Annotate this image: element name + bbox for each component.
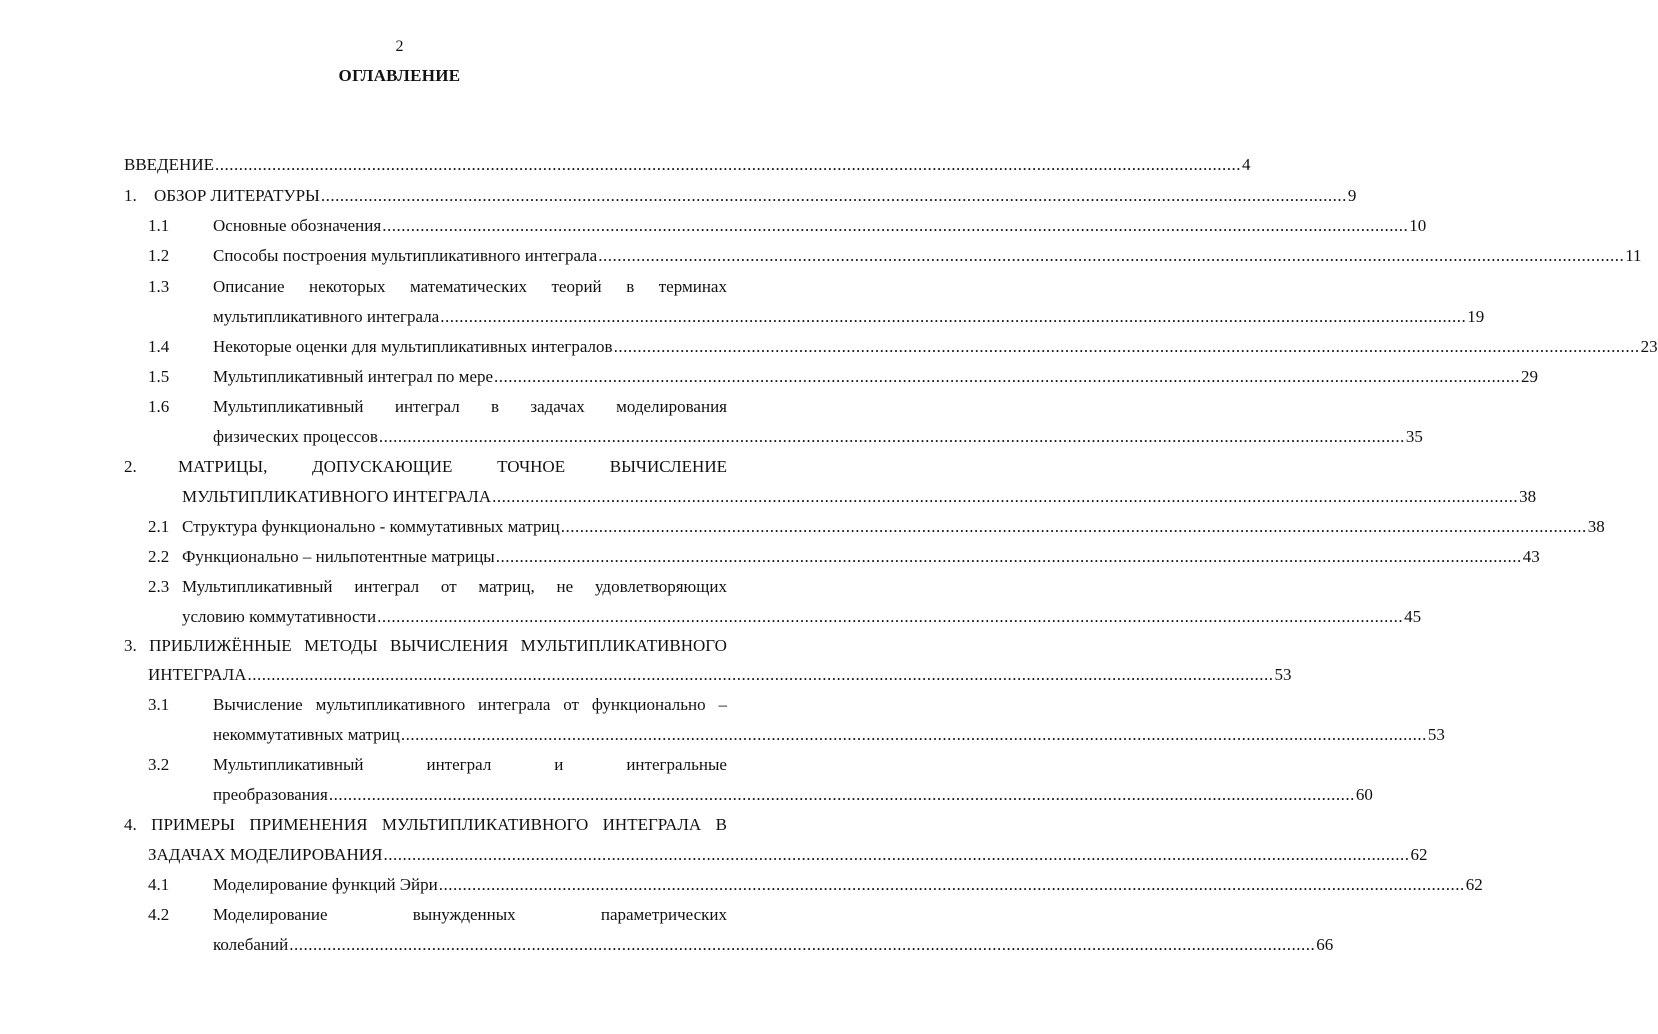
toc-word: ИНТЕГРАЛА [602, 815, 702, 834]
toc-page: 60 [1355, 785, 1373, 804]
toc-label: МУЛЬТИПЛИКАТИВНОГО ИНТЕГРАЛА [182, 487, 492, 506]
toc-label: ИНТЕГРАЛА [148, 665, 247, 684]
toc-entry-4-1[interactable] [213, 875, 1483, 896]
toc-page: 53 [1427, 725, 1445, 744]
toc-entry-1-4[interactable] [213, 337, 1658, 358]
page-title: ОГЛАВЛЕНИЕ [338, 66, 461, 85]
toc-word: МУЛЬТИПЛИКАТИВНОГО [520, 636, 727, 655]
toc-word: от [563, 695, 579, 714]
toc-page: 38 [1587, 517, 1605, 536]
toc-number: 1.3 [148, 277, 170, 296]
toc-word: интеграл [426, 755, 492, 774]
toc-entry-3-1-line2[interactable] [213, 725, 1445, 746]
toc-entry-1-6-line1[interactable] [213, 398, 727, 418]
toc-entry-3-2-line2[interactable] [213, 785, 1373, 806]
toc-entry-2-1[interactable] [182, 517, 1605, 538]
toc-label: Мультипликативный интеграл по мере [213, 367, 494, 386]
leader-dots [382, 217, 1408, 234]
leader-dots [379, 428, 1405, 445]
toc-word: ПРИМЕРЫ [151, 815, 235, 834]
toc-label: Способы построения мультипликативного интеграла [213, 246, 598, 265]
toc-word: Моделирование [213, 905, 328, 924]
toc-label: Функционально – нильпотентные матрицы [182, 547, 495, 566]
toc-word: вынужденных [412, 905, 516, 924]
toc-page: 62 [1465, 875, 1483, 894]
toc-label: некоммутативных матриц [213, 725, 400, 744]
toc-word: МУЛЬТИПЛИКАТИВНОГО [381, 815, 589, 834]
leader-dots [496, 548, 1522, 565]
toc-word: ВЫЧИСЛЕНИЕ [609, 457, 727, 476]
page-number: 2 [395, 38, 404, 55]
toc-number: 1.6 [148, 397, 170, 416]
toc-entry-2-3-line2[interactable] [182, 607, 1422, 628]
toc-word: математических [410, 277, 527, 296]
toc-label: ЗАДАЧАХ МОДЕЛИРОВАНИЯ [148, 845, 383, 864]
toc-page: 23 [1640, 337, 1658, 356]
toc-word: от [440, 577, 457, 596]
toc-number: 3.2 [148, 755, 170, 774]
toc-word: Вычисление [213, 695, 303, 714]
toc-number: 2.1 [148, 517, 170, 536]
toc-entry-1-5[interactable] [213, 367, 1539, 388]
toc-entry-ch3-line2[interactable] [148, 665, 1292, 686]
toc-number: 1.5 [148, 367, 170, 386]
toc-label: Некоторые оценки для мультипликативных интегралов [213, 337, 613, 356]
toc-word: МЕТОДЫ [304, 636, 378, 655]
toc-word: не [556, 577, 574, 596]
toc-word: ВЫЧИСЛЕНИЯ [389, 636, 509, 655]
toc-word: в [626, 277, 635, 296]
toc-number: 1.4 [148, 337, 170, 356]
toc-entry-ch4-line2[interactable] [148, 845, 1428, 866]
leader-dots [248, 666, 1274, 683]
toc-label: Структура функционально - коммутативных матриц [182, 517, 560, 536]
toc-word: некоторых [309, 277, 386, 296]
toc-word: Мультипликативный [213, 397, 364, 416]
toc-word: в [491, 397, 500, 416]
toc-number: 2. [124, 457, 137, 476]
toc-word: удовлетворяющих [594, 577, 727, 596]
toc-entry-ch2-line2[interactable] [182, 487, 1537, 508]
leader-dots [383, 846, 1409, 863]
toc-page: 38 [1519, 487, 1537, 506]
toc-page: 35 [1405, 427, 1423, 446]
toc-entry-1-3-line2[interactable] [213, 307, 1485, 328]
toc-number: 2.3 [148, 577, 170, 596]
toc-word: Мультипликативный [213, 755, 364, 774]
toc-number: 4.1 [148, 875, 170, 894]
leader-dots [614, 338, 1640, 355]
leader-dots [561, 518, 1587, 535]
toc-number: 1. [124, 186, 137, 205]
toc-number: 4.2 [148, 905, 170, 924]
toc-label: мультипликативного интеграла [213, 307, 440, 326]
toc-word: интеграл [354, 577, 420, 596]
toc-page: 10 [1409, 216, 1427, 235]
leader-dots [321, 187, 1347, 204]
toc-word: матриц, [478, 577, 535, 596]
toc-word: – [718, 695, 727, 714]
toc-label: условию коммутативности [182, 607, 377, 626]
toc-word: МАТРИЦЫ, [178, 457, 268, 476]
leader-dots [215, 156, 1241, 173]
toc-word: ДОПУСКАЮЩИЕ [312, 457, 453, 476]
toc-label: Моделирование функций Эйри [213, 875, 438, 894]
toc-label: ВВЕДЕНИЕ [124, 155, 214, 174]
toc-word: Мультипликативный [182, 577, 333, 596]
leader-dots [377, 608, 1403, 625]
toc-word: функционально [591, 695, 706, 714]
toc-page: 19 [1467, 307, 1485, 326]
toc-word: Описание [213, 277, 285, 296]
toc-word: и [554, 755, 564, 774]
toc-word: интегральные [626, 755, 727, 774]
toc-entry-4-2-line1[interactable] [213, 906, 727, 926]
toc-word: интеграл [394, 397, 460, 416]
toc-page: 43 [1522, 547, 1540, 566]
toc-entry-2-3-line1[interactable] [182, 578, 727, 598]
leader-dots [494, 368, 1520, 385]
toc-word: моделирования [616, 397, 727, 416]
toc-entry-1-2[interactable] [213, 246, 1642, 267]
toc-page: 45 [1404, 607, 1422, 626]
toc-label: Основные обозначения [213, 216, 382, 235]
toc-word: ПРИБЛИЖЁННЫЕ [149, 636, 292, 655]
toc-entry-ch3-line1[interactable] [124, 637, 727, 657]
toc-entry-3-2-line1[interactable] [213, 756, 727, 776]
toc-page: 4 [1241, 155, 1251, 174]
toc-word: параметрических [600, 905, 727, 924]
toc-number: 1.2 [148, 246, 170, 265]
toc-word: интеграла [478, 695, 551, 714]
leader-dots [439, 876, 1465, 893]
toc-page: 11 [1625, 246, 1642, 265]
leader-dots [401, 726, 1427, 743]
toc-number: 3.1 [148, 695, 170, 714]
leader-dots [492, 488, 1518, 505]
toc-page: 9 [1347, 186, 1357, 205]
toc-word: терминах [658, 277, 727, 296]
toc-number: 2.2 [148, 547, 170, 566]
toc-entry-ch2-line1[interactable] [178, 458, 727, 478]
toc-entry-2-2[interactable] [182, 547, 1540, 568]
toc-entry-1-3-line1[interactable] [213, 278, 727, 298]
toc-page: 66 [1316, 935, 1334, 954]
toc-word: задачах [530, 397, 585, 416]
toc-page: 62 [1410, 845, 1428, 864]
toc-entry-1-1[interactable] [213, 216, 1427, 237]
toc-entry-3-1-line1[interactable] [213, 696, 727, 716]
leader-dots [598, 247, 1624, 264]
leader-dots [329, 786, 1355, 803]
leader-dots [289, 936, 1315, 953]
toc-word: мультипликативного [315, 695, 466, 714]
toc-label: колебаний [213, 935, 289, 954]
toc-entry-1-6-line2[interactable] [213, 427, 1423, 448]
toc-entry-4-2-line2[interactable] [213, 935, 1334, 956]
toc-page: 53 [1274, 665, 1292, 684]
toc-label: преобразования [213, 785, 328, 804]
toc-word: теорий [551, 277, 602, 296]
toc-page: 29 [1521, 367, 1539, 386]
toc-word: В [715, 815, 727, 834]
toc-word: 3. [124, 636, 137, 655]
leader-dots [440, 308, 1466, 325]
toc-word: 4. [124, 815, 137, 834]
toc-entry-ch4-line1[interactable] [124, 816, 727, 836]
toc-word: ПРИМЕНЕНИЯ [249, 815, 368, 834]
toc-number: 1.1 [148, 216, 170, 235]
toc-label: ОБЗОР ЛИТЕРАТУРЫ [154, 186, 320, 205]
toc-word: ТОЧНОЕ [497, 457, 566, 476]
toc-label: физических процессов [213, 427, 378, 446]
toc-entry-intro[interactable] [124, 155, 1251, 176]
toc-entry-ch1[interactable] [154, 186, 1357, 207]
